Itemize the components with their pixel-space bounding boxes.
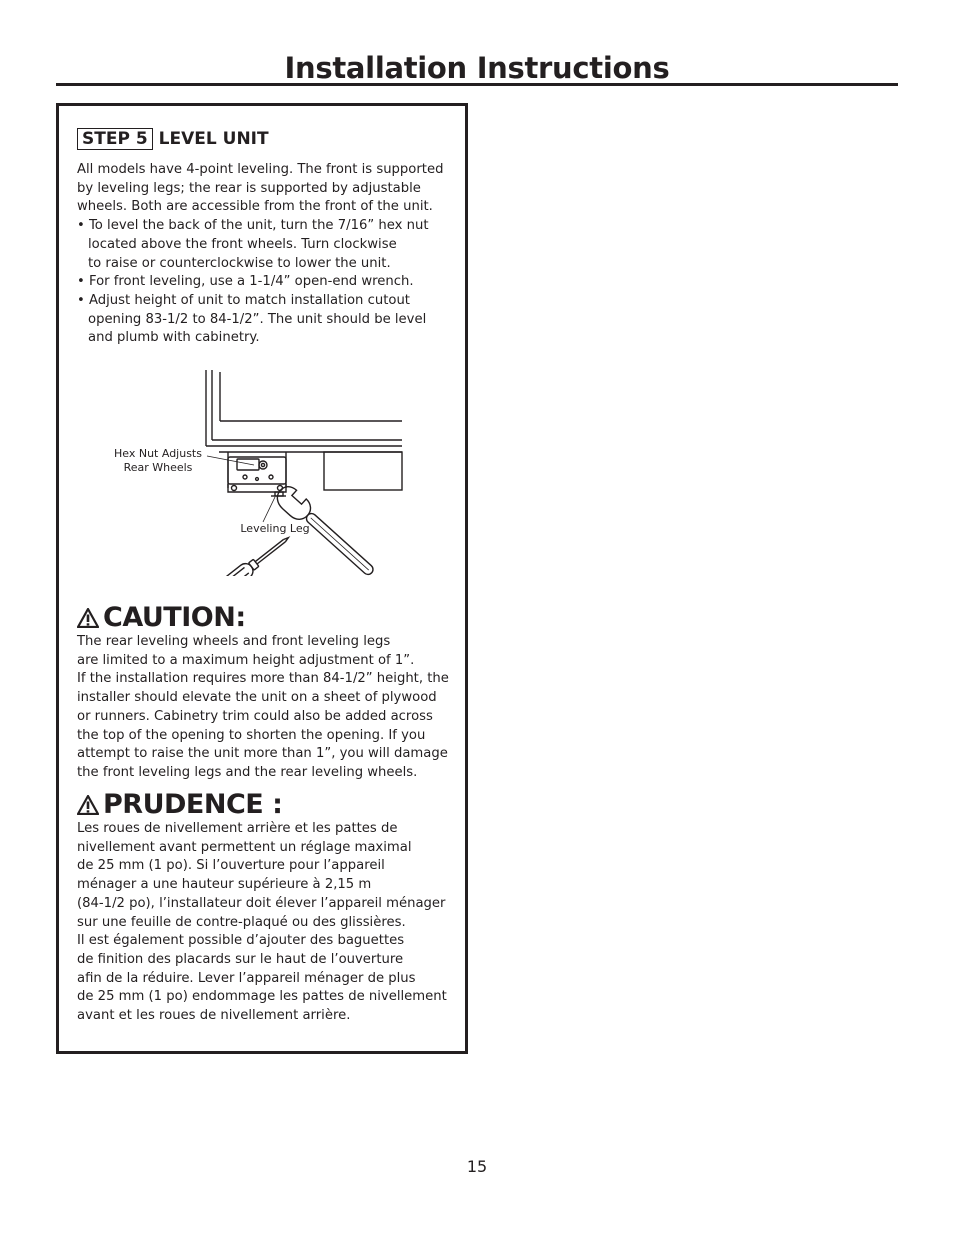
hex-nut-label-line1: Hex Nut Adjusts: [114, 447, 202, 460]
prudence-line: avant et les roues de nivellement arrière.: [77, 1008, 351, 1024]
caution-title: CAUTION:: [103, 602, 246, 633]
wheel-bracket: [228, 452, 286, 492]
step-5-panel: [56, 103, 468, 1054]
step-instructions: [77, 161, 443, 348]
caution-line: installer should elevate the unit on a sheet of plywood: [77, 690, 437, 706]
cabinet-frame: [206, 370, 402, 452]
cabinetry: [324, 452, 402, 490]
leveling-leg-leader: [263, 497, 275, 522]
bullet-hex-nut: • To level the back of the unit, turn the 7/16” hex nut: [77, 218, 429, 234]
caution-line: the front leveling legs and the rear leveling wheels.: [77, 764, 418, 780]
prudence-heading: [77, 789, 282, 820]
intro-line: by leveling legs; the rear is supported by adjustable: [77, 180, 421, 196]
step-number-label: STEP 5: [77, 128, 153, 150]
prudence-line: de finition des placards sur le haut de l’ouverture: [77, 951, 404, 967]
step-title: LEVEL UNIT: [158, 129, 269, 149]
intro-line: All models have 4-point leveling. The front is supported: [77, 162, 444, 177]
warning-triangle-icon: [77, 608, 99, 628]
leveling-diagram: [111, 364, 411, 576]
caution-text: [77, 633, 449, 783]
page-title: Installation Instructions: [284, 51, 670, 85]
prudence-line: ménager a une hauteur supérieure à 2,15 m: [77, 877, 372, 893]
prudence-line: de 25 mm (1 po) endommage les pattes de nivellement: [77, 989, 447, 1005]
prudence-title: PRUDENCE :: [103, 789, 283, 820]
caution-line: are limited to a maximum height adjustment of 1”.: [77, 652, 415, 668]
intro-line: wheels. Both are accessible from the front of the unit.: [77, 199, 433, 215]
warning-triangle-icon: [77, 795, 99, 815]
step-heading: [77, 128, 269, 150]
title-rule: [56, 83, 898, 86]
bullet-front-leveling: • For front leveling, use a 1-1/4” open-end wrench.: [77, 274, 414, 290]
prudence-line: (84-1/2 po), l’installateur doit élever l’appareil ménager: [77, 895, 446, 911]
prudence-line: afin de la réduire. Lever l’appareil ménager de plus: [77, 970, 416, 986]
bullet-adjust-height-cont: and plumb with cabinetry.: [88, 330, 260, 346]
caution-heading: [77, 602, 246, 633]
caution-line: the top of the opening to shorten the opening. If you: [77, 727, 426, 743]
bullet-hex-nut-cont: located above the front wheels. Turn clockwise: [88, 236, 397, 252]
prudence-line: Il est également possible d’ajouter des baguettes: [77, 933, 405, 949]
leveling-leg-label: Leveling Leg: [240, 522, 310, 535]
prudence-line: de 25 mm (1 po). Si l’ouverture pour l’appareil: [77, 858, 385, 874]
bullet-adjust-height-cont: opening 83-1/2 to 84-1/2”. The unit should be level: [88, 311, 427, 327]
screwdriver: [212, 532, 293, 576]
hex-nut-label-line2: Rear Wheels: [123, 461, 193, 474]
prudence-line: sur une feuille de contre-plaqué ou des glissières.: [77, 914, 406, 930]
bullet-adjust-height: • Adjust height of unit to match installation cutout: [77, 292, 410, 308]
bullet-hex-nut-cont: to raise or counterclockwise to lower the unit.: [88, 255, 391, 271]
page-number: 15: [466, 1157, 488, 1176]
prudence-text: [77, 820, 447, 1026]
caution-line: or runners. Cabinetry trim could also be added across: [77, 708, 433, 724]
prudence-line: nivellement avant permettent un réglage maximal: [77, 839, 412, 855]
caution-line: The rear leveling wheels and front leveling legs: [77, 634, 391, 649]
caution-line: If the installation requires more than 84-1/2” height, the: [77, 671, 449, 687]
caution-line: attempt to raise the unit more than 1”, you will damage: [77, 746, 448, 762]
prudence-line: Les roues de nivellement arrière et les pattes de: [77, 821, 398, 836]
